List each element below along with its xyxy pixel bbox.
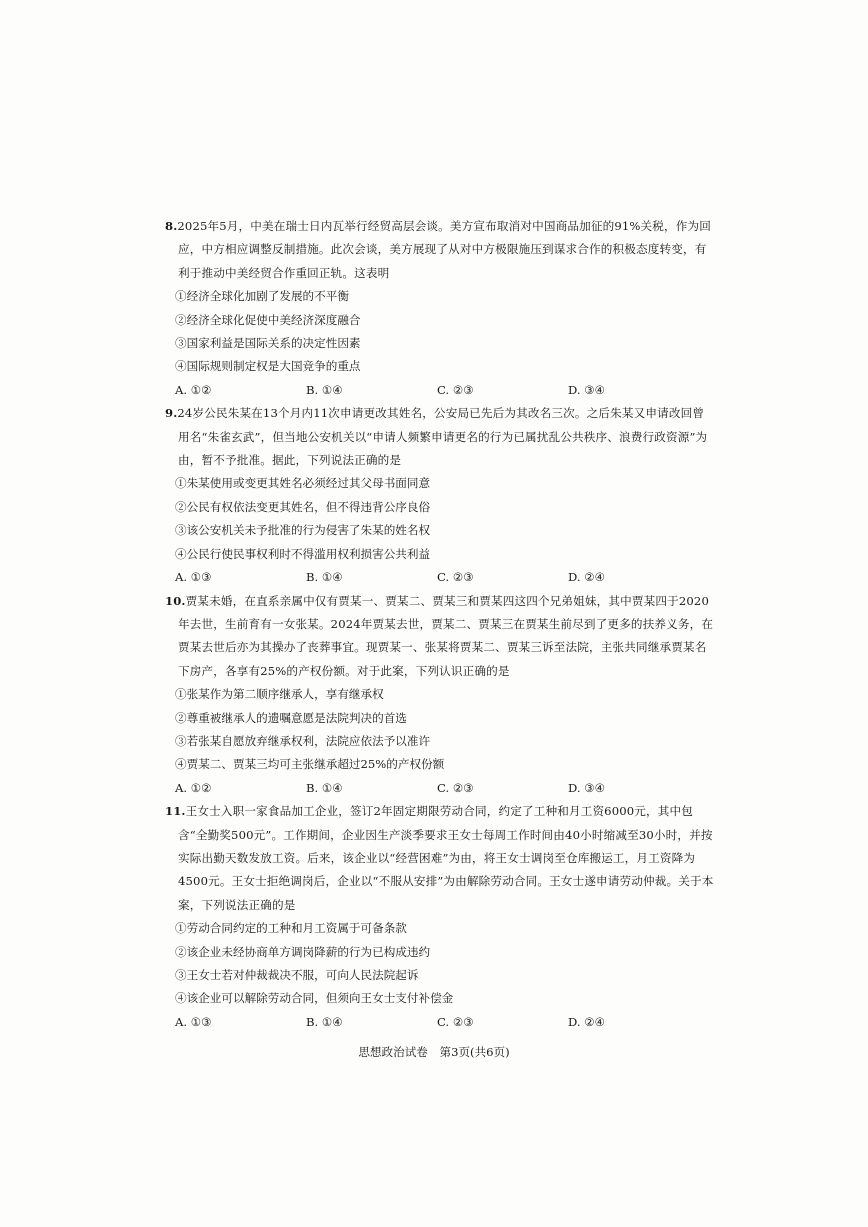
- answer-choices: [165, 777, 715, 800]
- answer-choices: [165, 379, 715, 402]
- statement-option: ②该企业未经协商单方调岗降薪的行为已构成违约: [175, 944, 431, 959]
- choice-a: A. ①②: [175, 780, 212, 795]
- statement-option: ④公民行使民事权利时不得滥用权利损害公共利益: [175, 546, 431, 561]
- statement-option: ③国家利益是国际关系的决定性因素: [175, 336, 361, 351]
- answer-choices: [165, 566, 715, 589]
- statement-option: ①经济全球化加剧了发展的不平衡: [175, 289, 349, 304]
- question-stem: [165, 590, 715, 684]
- statement-option: ②经济全球化促使中美经济深度融合: [175, 312, 361, 327]
- question-number: 11.: [165, 804, 186, 819]
- question-11: [165, 800, 715, 1034]
- statement-option: ④贾某二、贾某三均可主张继承超过25%的产权份额: [175, 757, 445, 772]
- choice-a: A. ①③: [175, 570, 212, 585]
- question-10: [165, 590, 715, 801]
- statement-option: ③若张某自愿放弃继承权利，法院应依法予以准许: [175, 733, 431, 748]
- statement-option: ①劳动合同约定的工种和月工资属于可备条款: [175, 921, 407, 936]
- question-text: 贾某未婚，在直系亲属中仅有贾某一、贾某二、贾某三和贾某四这四个兄弟姐妹，其中贾某四于2020年去世，生前育有一女张某。2024年贾某去世，贾某二、贾某三在贾某生前尽到了更多的扶养义务，在贾某去世后亦为其操办了丧葬事宜。现贾某一、张某将贾某二、贾某三诉至法院，主张共同继承贾某名下房产，各享有25%的产权份额。对于此案，下列认识正确的是: [178, 593, 714, 678]
- choice-b: B. ①④: [306, 382, 343, 397]
- question-number: 9.: [165, 406, 178, 421]
- statement-option: ③该公安机关未予批准的行为侵害了朱某的姓名权: [175, 523, 431, 538]
- question-stem: [165, 402, 715, 472]
- question-9: [165, 402, 715, 589]
- statement-option: ③王女士若对仲裁裁决不服，可向人民法院起诉: [175, 968, 419, 982]
- question-text: 王女士入职一家食品加工企业，签订2年固定期限劳动合同，约定了工种和月工资6000元，其中包含“全勤奖500元”。工作期间，企业因生产淡季要求王女士每周工作时间由40小时缩减至30小时，并按实际出勤天数发放工资。后来，该企业以“经营困难”为由，将王女士调岗至仓库搬运工，月工资降为4500元。王女士拒绝调岗后，企业以“不服从安排”为由解除劳动合同。王女士遂申请劳动仲裁。关于本案，下列说法正确的是: [178, 804, 714, 912]
- statement-option: ②尊重被继承人的遗嘱意愿是法院判决的首选: [175, 710, 407, 725]
- choice-c: C. ②③: [437, 382, 474, 397]
- choice-d: D. ③④: [568, 382, 606, 397]
- choice-d: D. ②④: [568, 1014, 606, 1029]
- statement-option: ①张某作为第二顺序继承人，享有继承权: [175, 687, 384, 702]
- question-text: 2025年5月，中美在瑞士日内瓦举行经贸高层会谈。美方宣布取消对中国商品加征的91%关税，作为回应，中方相应调整反制措施。此次会谈，美方展现了从对中方极限施压到谋求合作的积极态度转变，有利于推动中美经贸合作重回正轨。这表明: [177, 219, 712, 280]
- question-text: 24岁公民朱某在13个月内11次申请更改其姓名，公安局已先后为其改名三次。之后朱某又申请改回曾用名“朱雀玄武”，但当地公安机关以“申请人频繁申请更名的行为已属扰乱公共秩序、浪费行政资源”为由，暂不予批准。据此，下列说法正确的是: [177, 406, 708, 468]
- question-number: 8.: [165, 219, 178, 233]
- question-number: 10.: [165, 593, 186, 608]
- statement-option: ②公民有权依法变更其姓名，但不得违背公序良俗: [175, 499, 431, 514]
- question-stem: [165, 215, 715, 285]
- choice-c: C. ②③: [437, 780, 474, 795]
- statement-option: ④国际规则制定权是大国竞争的重点: [175, 359, 361, 374]
- choice-c: C. ②③: [437, 1014, 474, 1029]
- choice-a: A. ①③: [175, 1014, 212, 1029]
- choice-c: C. ②③: [437, 570, 474, 585]
- choice-d: D. ②④: [568, 570, 606, 585]
- choice-b: B. ①④: [306, 780, 343, 795]
- choice-d: D. ③④: [568, 780, 606, 795]
- question-list: [165, 215, 715, 1034]
- question-8: [165, 215, 715, 402]
- page-footer: 思想政治试卷 第3页(共6页): [358, 1045, 510, 1059]
- choice-b: B. ①④: [306, 1014, 343, 1029]
- statement-option: ④该企业可以解除劳动合同，但须向王女士支付补偿金: [175, 991, 454, 1006]
- statement-option: ①朱某使用或变更其姓名必须经过其父母书面同意: [175, 476, 431, 491]
- choice-b: B. ①④: [306, 570, 343, 585]
- question-stem: [165, 800, 715, 917]
- answer-choices: [165, 1011, 715, 1034]
- choice-a: A. ①②: [175, 382, 212, 397]
